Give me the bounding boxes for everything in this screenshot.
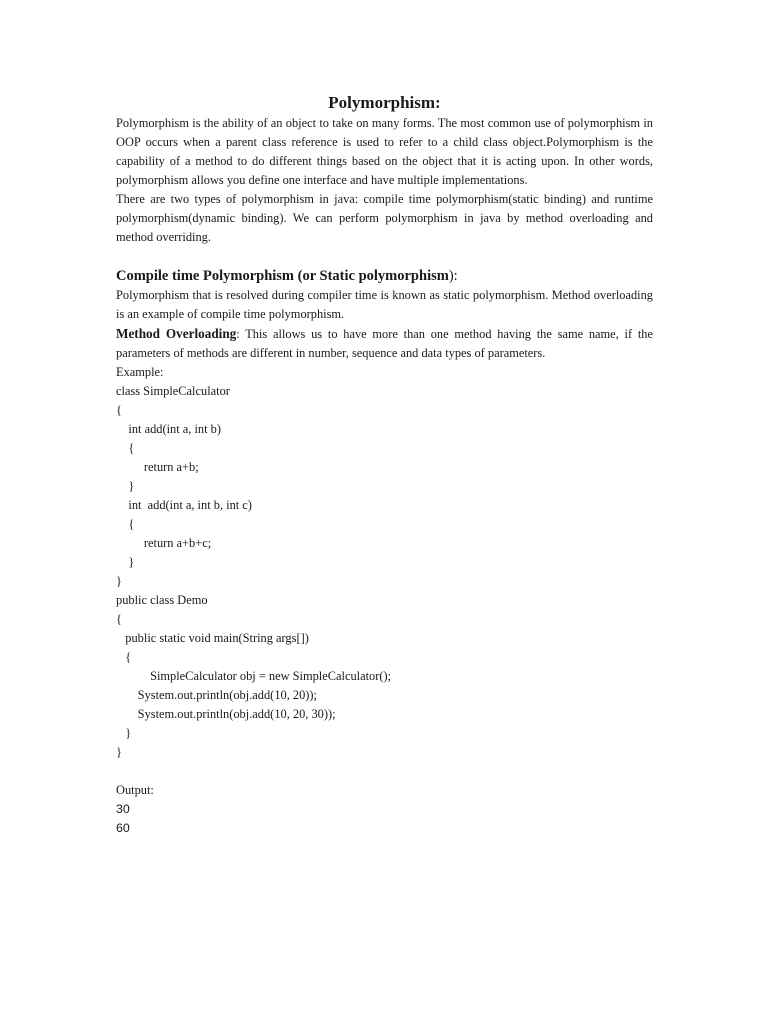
code-block: [116, 382, 653, 762]
overloading-label: Method Overloading: [116, 326, 237, 341]
spacer: [116, 762, 653, 781]
code-line: System.out.println(obj.add(10, 20, 30));: [116, 707, 336, 721]
code-line: int add(int a, int b, int c): [116, 498, 252, 512]
code-line: }: [116, 555, 135, 569]
section-heading-close: ):: [448, 268, 458, 284]
overloading-paragraph: [116, 324, 653, 363]
output-value: 60: [116, 821, 130, 835]
output-label: Output:: [116, 783, 154, 797]
code-line: public static void main(String args[]): [116, 631, 309, 645]
document-page: [116, 92, 653, 838]
code-line: {: [116, 612, 122, 626]
code-line: {: [116, 403, 122, 417]
output-value: 30: [116, 802, 130, 816]
code-line: }: [116, 479, 135, 493]
code-line: public class Demo: [116, 593, 208, 607]
code-line: {: [116, 441, 135, 455]
code-line: {: [116, 650, 132, 664]
intro-paragraph-2: There are two types of polymorphism in java: compile time polymorphism(static binding) and runtime polymorphism(dynamic binding). We can perform polymorphism in java by method overloading and method overriding.: [116, 192, 653, 244]
overloading-text: : This allows us to have more than one method having the same name, if the parameters of methods are different in number, sequence and data types of parameters.: [116, 327, 653, 360]
section-paragraph: Polymorphism that is resolved during compiler time is known as static polymorphism. Method overloading is an example of compile time polymorphism.: [116, 288, 653, 321]
section-heading: [116, 266, 653, 286]
example-label: Example:: [116, 365, 164, 379]
code-line: }: [116, 726, 132, 740]
code-line: System.out.println(obj.add(10, 20));: [116, 688, 317, 702]
page-title: Polymorphism:: [328, 93, 441, 112]
code-line: {: [116, 517, 135, 531]
section-heading-rest: (or Static polymorphism: [294, 268, 449, 284]
code-line: int add(int a, int b): [116, 422, 221, 436]
code-line: return a+b;: [116, 460, 199, 474]
code-line: }: [116, 574, 122, 588]
code-line: SimpleCalculator obj = new SimpleCalculator();: [116, 669, 392, 683]
code-line: return a+b+c;: [116, 536, 212, 550]
code-line: }: [116, 745, 122, 759]
code-line: class SimpleCalculator: [116, 384, 230, 398]
intro-paragraph-1: Polymorphism is the ability of an object to take on many forms. The most common use of polymorphism in OOP occurs when a parent class reference is used to refer to a child class object.Polymorphism is the capability of a method to do different things based on the object that it is acting upon. In other words, polymorphism allows you define one interface and have multiple implementations.: [116, 116, 653, 187]
section-heading-bold: Compile time Polymorphism: [116, 268, 295, 284]
